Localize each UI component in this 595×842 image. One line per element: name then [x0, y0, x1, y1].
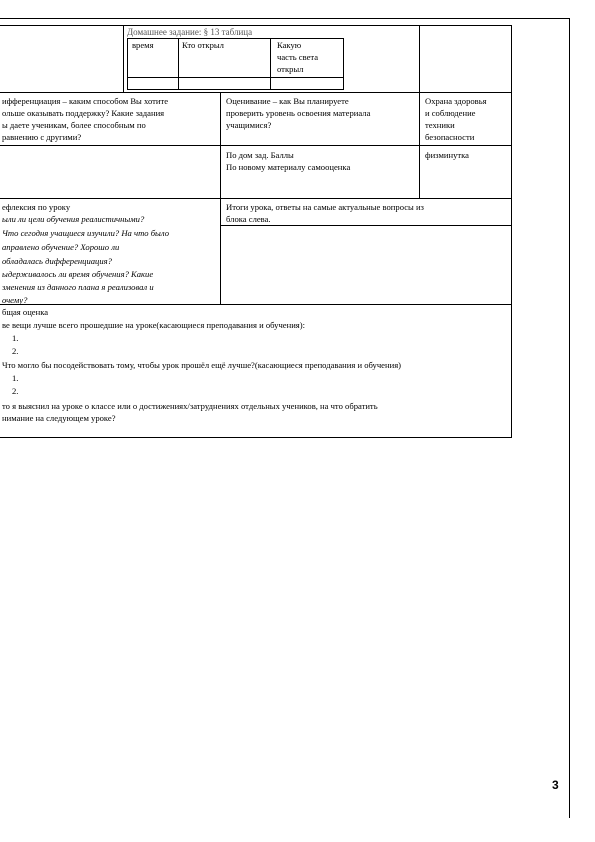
row-sep-4	[220, 225, 512, 226]
row-sep-5	[0, 304, 512, 305]
hw-table-row	[127, 77, 343, 78]
hw-table-v2	[178, 38, 179, 90]
reflection-line-6: зменения из данного плана я реализовал и	[2, 282, 154, 292]
diff-line-2: ольше оказывать поддержку? Какие задания	[2, 108, 165, 118]
overall-q3-line-1: то я выяснил на уроке о классе или о достижениях/затруднениях отдельных учеников, на что обратить	[2, 401, 378, 411]
row-sep-2	[0, 145, 512, 146]
homework-cell-left	[123, 25, 124, 93]
homework-title: Домашнее задание: § 13 таблица	[127, 27, 253, 37]
homework-col-part-3: открыл	[277, 64, 304, 74]
health-line-2: и соблюдение	[425, 108, 476, 118]
reflection-title: ефлексия по уроку	[2, 202, 71, 212]
page-border-top	[0, 18, 570, 19]
overall-q2-item-2: 2.	[12, 386, 19, 396]
diff-line-1: ифференциация – каким способом Вы хотите	[2, 96, 169, 106]
reflection-line-2: Что сегодня учащиеся изучили? На что было	[2, 228, 170, 238]
hw-table-top	[127, 38, 343, 39]
reflection-line-1: ыли ли цели обучения реалистичными?	[2, 214, 145, 224]
table-bottom	[0, 437, 512, 438]
reflection-line-3: аправлено обучение? Хорошо ли	[2, 242, 120, 252]
reflection-line-4: обладалась дифференциация?	[2, 256, 112, 266]
overall-q1: ве вещи лучше всего прошедшие на уроке(касающиеся преподавания и обучения):	[2, 320, 305, 330]
overall-q3-line-2: нимание на следующем уроке?	[2, 413, 116, 423]
page-number: 3	[552, 778, 559, 792]
col-sep-left	[220, 92, 221, 304]
health-line-3: техники	[425, 120, 455, 130]
assess-line-1: Оценивание – как Вы планируете	[226, 96, 349, 106]
homework-col-part-1: Какую	[277, 40, 302, 50]
row-sep-1	[0, 92, 512, 93]
overall-q1-item-1: 1.	[12, 333, 19, 343]
overall-title: бщая оценка	[2, 307, 49, 317]
assess-extra-2: По новому материалу самооценка	[226, 162, 351, 172]
homework-col-time: время	[132, 40, 154, 50]
homework-cell-right	[419, 25, 420, 198]
hw-table-v1	[127, 38, 128, 90]
homework-col-part-2: часть света	[277, 52, 319, 62]
reflection-summary-2: блока слева.	[226, 214, 271, 224]
overall-q2: Что могло бы посодействовать тому, чтобы урок прошёл ещё лучше?(касающиеся преподавания и обучения)	[2, 360, 402, 370]
table-right	[511, 25, 512, 438]
reflection-summary-1: Итоги урока, ответы на самые актуальные вопросы из	[226, 202, 424, 212]
health-line-4: безопасности	[425, 132, 475, 142]
overall-q1-item-2: 2.	[12, 346, 19, 356]
hw-table-v4	[343, 38, 344, 90]
homework-col-who: Кто открыл	[182, 40, 224, 50]
diff-line-4: равнению с другими?	[2, 132, 82, 142]
row-sep-3	[0, 198, 512, 199]
assess-line-2: проверить уровень освоения материала	[226, 108, 371, 118]
col-sep-right-lower	[511, 92, 512, 198]
page-border-right	[569, 18, 570, 818]
assess-line-3: учащимися?	[226, 120, 272, 130]
assess-extra-1: По дом зад. Баллы	[226, 150, 294, 160]
table-top	[0, 25, 512, 26]
health-line-1: Охрана здоровья	[425, 96, 487, 106]
hw-table-bottom	[127, 89, 343, 90]
reflection-line-7: очему?	[2, 295, 28, 305]
hw-table-v3	[270, 38, 271, 90]
diff-line-3: ы даете ученикам, более способным по	[2, 120, 146, 130]
health-extra: физминутка	[425, 150, 469, 160]
reflection-line-5: ыдерживалось ли время обучения? Какие	[2, 269, 154, 279]
overall-q2-item-1: 1.	[12, 373, 19, 383]
